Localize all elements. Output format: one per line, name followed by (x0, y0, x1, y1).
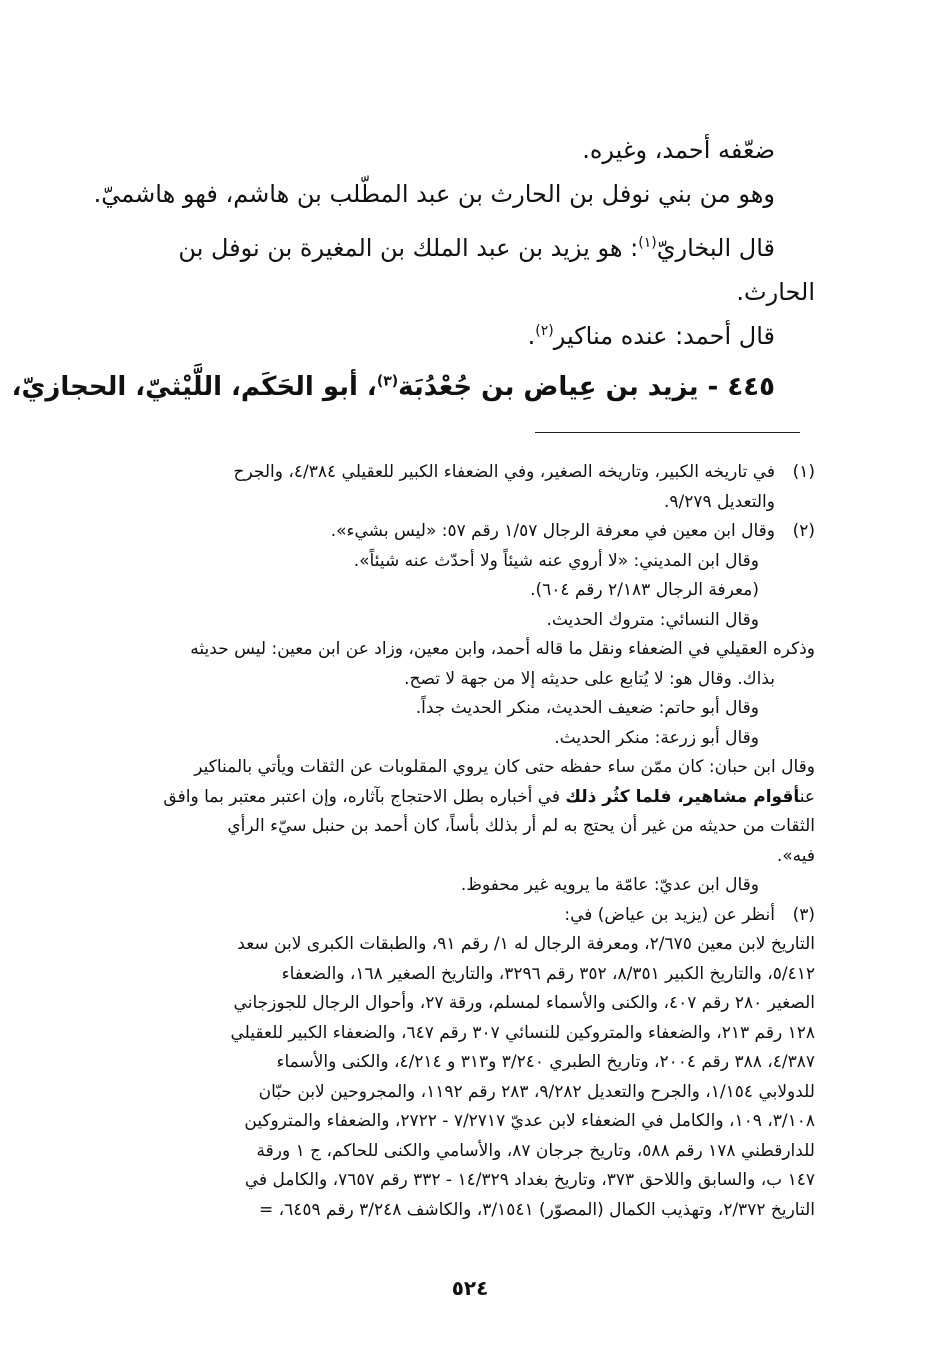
footnote-line (125, 1166, 815, 1196)
footnote-line (125, 635, 815, 665)
footnote-text-bold: أقوام مشاهير، فلما كثُر ذلك (565, 786, 800, 807)
footnote-reference[interactable]: (٣) (376, 373, 399, 390)
footnote-line (125, 694, 815, 724)
footnote-line (125, 606, 815, 636)
main-text-span: الحارث. (736, 278, 815, 306)
main-text-block (11, 128, 815, 438)
footnote-text: الصغير ٢٨٠ رقم ٤٠٧، والكنى والأسماء لمسلم، ورقة ٢٧، وأحوال الرجال للجوزجاني (233, 993, 815, 1013)
footnote-text: وقال ابن المديني: «لا أروي عنه شيئاً ولا أحدّث عنه شيئاً». (353, 550, 759, 571)
footnote-line (125, 517, 815, 547)
footnote-line (125, 783, 815, 813)
footnote-line (125, 665, 815, 695)
footnote-text: وقال أبو زرعة: منكر الحديث. (554, 727, 759, 748)
main-text-span: . (527, 322, 536, 350)
entry-name-rest: ، أبو الحَكَم، اللَّيْثيّ، الحجازيّ، (11, 372, 377, 402)
footnote-line (125, 901, 815, 931)
footnote-text: وقال ابن معين في معرفة الرجال ١/٥٧ رقم ٥٧: «ليس بشيء». (330, 521, 775, 541)
footnote-text: وقال ابن حبان: كان ممّن ساء حفظه حتى كان يروي المقلوبات عن الثقات ويأتي بالمناكير (194, 757, 815, 777)
main-line (125, 270, 815, 314)
footnote-text: وقال النسائي: متروك الحديث. (546, 609, 759, 630)
main-text-span: ضعّفه أحمد، وغيره. (582, 136, 775, 164)
footnote-line (125, 812, 815, 842)
footnote-text: ١٤٧ ب، والسابق واللاحق ٣٧٣، وتاريخ بغداد ١٤/٣٢٩ - ٣٣٢ رقم ٧٦٥٧، والكامل في (244, 1170, 815, 1190)
footnote-separator (535, 432, 800, 433)
footnote-line (125, 458, 815, 488)
main-text-span: : هو يزيد بن عبد الملك بن المغيرة بن نوفل بن (178, 234, 639, 262)
footnote-line (125, 547, 815, 577)
main-text-span: وهو من بني نوفل بن الحارث بن عبد المطّلب بن هاشم، فهو هاشميّ. (93, 180, 775, 208)
footnote-line (125, 960, 815, 990)
footnote-reference[interactable]: (١) (638, 235, 657, 251)
footnote-text: عن (799, 786, 815, 807)
footnote-text: الثقات من حديثه من غير أن يحتج به لم أر بذلك بأساً، كان أحمد بن حنبل سيّء الرأي (227, 816, 815, 836)
footnote-text: للدارقطني ١٧٨ رقم ٥٨٨، وتاريخ جرجان ٨٧، والأسامي والكنى للحاكم، ج ١ ورقة (256, 1140, 815, 1161)
footnote-text: وقال ابن عديّ: عامّة ما يرويه غير محفوظ. (460, 875, 759, 895)
main-line (125, 226, 815, 270)
footnote-line (125, 1196, 815, 1226)
footnote-text: أنظر عن (يزيد بن عياض) في: (564, 904, 775, 925)
footnote-text: وذكره العقيلي في الضعفاء ونقل ما قاله أحمد، وابن معين، وزاد عن ابن معين: ليس حديثه (190, 639, 815, 659)
footnote-text: للدولابي ١/١٥٤، والجرح والتعديل ٩/٢٨٢، ٢٨٣ رقم ١١٩٢، والمجروحين لابن حبّان (258, 1081, 815, 1102)
footnote-text: بذاك. وقال هو: لا يُتابع على حديثه إلا من جهة لا تصح. (404, 668, 775, 689)
footnote-line (125, 989, 815, 1019)
entry-name: ٤٤٥ - يزيد بن عِياض بن جُعْدُبَة (398, 372, 775, 402)
footnote-line (125, 753, 815, 783)
footnote-line (125, 724, 815, 754)
footnote-text: ٤/٣٨٧، ٣٨٨ رقم ٢٠٠٤، وتاريخ الطبري ٣/٢٤٠ و٣١٣ و ٤/٢١٤، والكنى والأسماء (276, 1052, 815, 1072)
footnote-line (125, 1137, 815, 1167)
main-line (125, 128, 815, 172)
footnote-line (125, 1107, 815, 1137)
footnote-text: (معرفة الرجال ٢/١٨٣ رقم ٦٠٤). (530, 580, 759, 600)
footnote-text: ٣/١٠٨، ١٠٩، والكامل في الضعفاء لابن عديّ ٧/٢٧١٧ - ٢٧٢٢، والضعفاء والمتروكين (244, 1111, 815, 1131)
footnote-text: والتعديل ٩/٢٧٩. (663, 491, 775, 512)
main-text-span: قال البخاريّ (656, 234, 775, 262)
footnote-line (125, 1078, 815, 1108)
entry-heading (11, 362, 815, 412)
footnote-text: ٥/٤١٢، والتاريخ الكبير ٨/٣٥١، ٣٥٢ رقم ٣٢٩٦، والتاريخ الصغير ١٦٨، والضعفاء (281, 963, 815, 984)
footnotes-block (125, 458, 815, 1225)
footnote-number: (١) (792, 462, 815, 482)
footnote-reference[interactable]: (٢) (535, 323, 554, 339)
footnote-line (125, 1048, 815, 1078)
footnote-line (125, 842, 815, 872)
main-line (125, 314, 815, 358)
footnote-line (125, 871, 815, 901)
footnote-line (125, 576, 815, 606)
footnote-text: في أخباره بطل الاحتجاج بآثاره، وإن اعتبر معتبر بما وافق (163, 786, 566, 807)
footnote-text: التاريخ ٢/٣٧٢، وتهذيب الكمال (المصوّر) ٣/١٥٤١، والكاشف ٣/٢٤٨ رقم ٦٤٥٩، = (258, 1199, 815, 1220)
footnote-text: في تاريخه الكبير، وتاريخه الصغير، وفي الضعفاء الكبير للعقيلي ٤/٣٨٤، والجرح (233, 462, 775, 482)
footnote-text: فيه». (776, 845, 815, 866)
footnote-number: (٣) (792, 904, 815, 925)
footnote-line (125, 1019, 815, 1049)
main-line (93, 172, 815, 216)
footnote-number: (٢) (792, 521, 815, 541)
footnote-line (125, 930, 815, 960)
page-number: ٥٢٤ (451, 1276, 489, 1300)
footnote-text: وقال أبو حاتم: ضعيف الحديث، منكر الحديث جداً. (415, 698, 759, 718)
footnote-text: ١٢٨ رقم ٢١٣، والضعفاء والمتروكين للنسائي ٣٠٧ رقم ٦٤٧، والضعفاء الكبير للعقيلي (230, 1022, 815, 1043)
footnote-text: التاريخ لابن معين ٢/٦٧٥، ومعرفة الرجال له ١/ رقم ٩١، والطبقات الكبرى لابن سعد (237, 934, 815, 954)
footnote-line (125, 488, 815, 518)
main-text-span: قال أحمد: عنده مناكير (553, 322, 775, 350)
